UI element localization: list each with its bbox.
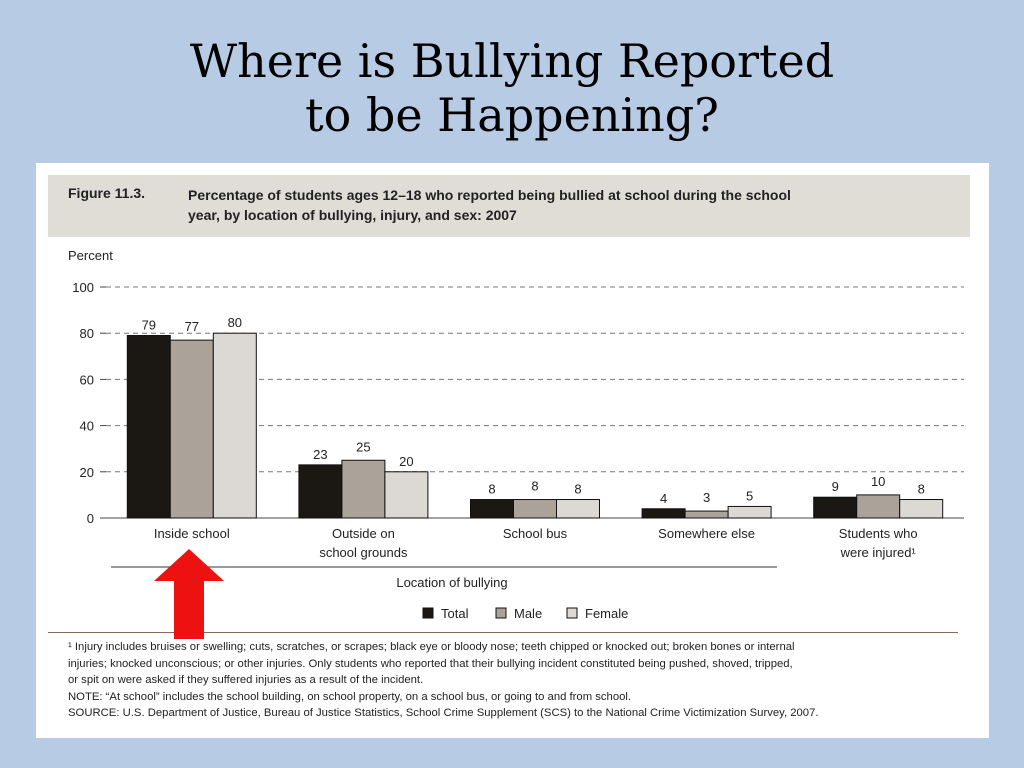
x-tick-label: were injured¹ — [840, 545, 916, 560]
data-label: 3 — [702, 490, 711, 506]
y-tick-label: 40 — [79, 418, 94, 434]
legend-swatch-female — [567, 608, 577, 618]
x-tick-label: Students who — [838, 526, 918, 541]
data-label: 79 — [141, 317, 157, 333]
data-label: 8 — [488, 481, 496, 497]
bar-male — [857, 495, 900, 518]
legend-label-total: Total — [441, 606, 469, 621]
data-label: 4 — [659, 490, 668, 506]
x-tick-label: Somewhere else — [658, 526, 756, 541]
figure-number: Figure 11.3. — [68, 185, 146, 201]
data-label: 23 — [313, 446, 328, 462]
y-tick-label: 60 — [79, 372, 94, 388]
bar-female — [213, 333, 256, 518]
bar-female — [900, 500, 943, 518]
legend-label-female: Female — [585, 606, 629, 621]
data-label: 77 — [184, 319, 200, 335]
bar-male — [514, 500, 557, 518]
legend-label-male: Male — [514, 606, 543, 621]
slide-title-line-1: Where is Bullying Reported — [189, 34, 835, 88]
data-label: 9 — [831, 479, 839, 495]
bar-male — [342, 460, 385, 518]
slide-title-line-2: to be Happening? — [305, 88, 719, 142]
data-label: 8 — [917, 481, 925, 497]
bar-female — [728, 506, 771, 518]
x-axis-title: Location of bullying — [396, 575, 508, 590]
footnote-line-3: or spit on were asked if they suffered injuries as a result of the incident. — [68, 674, 424, 686]
bar-male — [170, 340, 213, 518]
x-tick-label: School bus — [502, 526, 568, 541]
bar-total — [471, 500, 514, 518]
x-tick-label: Outside on — [331, 526, 395, 541]
slide-title — [0, 34, 1024, 142]
footnote-source: SOURCE: U.S. Department of Justice, Bureau of Justice Statistics, School Crime Supplement (SCS) to the National Crime Victimization Survey, 2007. — [68, 707, 819, 719]
bar-total — [299, 465, 342, 518]
x-tick-label: school grounds — [319, 545, 408, 560]
footnote-note: NOTE: “At school” includes the school building, on school property, on a school bus, or going to and from school. — [68, 690, 632, 703]
footnote-line-2: injuries; knocked unconscious; or other injuries. Only students who reported that their bullying incident constituted being pushed, shoved, tripped, — [68, 657, 793, 670]
data-label: 20 — [399, 453, 414, 469]
legend-swatch-male — [496, 608, 506, 618]
figure-caption-line-2: year, by location of bullying, injury, and sex: 2007 — [188, 207, 517, 223]
bar-male — [685, 511, 728, 518]
x-tick-label: Inside school — [153, 526, 230, 541]
y-axis-title: Percent — [68, 248, 113, 263]
figure-footnotes — [68, 639, 968, 722]
bar-female — [557, 500, 600, 518]
bar-total — [814, 497, 857, 518]
legend-swatch-total — [423, 608, 433, 618]
figure-caption-line-1: Percentage of students ages 12–18 who reported being bullied at school during the school — [188, 187, 791, 203]
up-arrow-icon — [154, 549, 224, 639]
data-label: 8 — [574, 481, 582, 497]
data-label: 25 — [356, 439, 371, 455]
bar-total — [127, 336, 170, 518]
bar-total — [642, 509, 685, 518]
figure-panel — [36, 163, 989, 738]
data-label: 5 — [745, 488, 754, 504]
y-tick-label: 100 — [72, 280, 94, 295]
bar-female — [385, 472, 428, 518]
data-label: 10 — [870, 473, 886, 489]
data-label: 8 — [531, 478, 539, 494]
data-label: 80 — [227, 315, 243, 331]
y-tick-label: 0 — [86, 511, 94, 526]
y-tick-label: 80 — [79, 326, 94, 342]
footnote-line-1: ¹ Injury includes bruises or swelling; cuts, scratches, or scrapes; black eye or bloody nose; teeth chipped or knocked out; broken bones or internal — [68, 641, 795, 653]
y-tick-label: 20 — [79, 464, 94, 480]
